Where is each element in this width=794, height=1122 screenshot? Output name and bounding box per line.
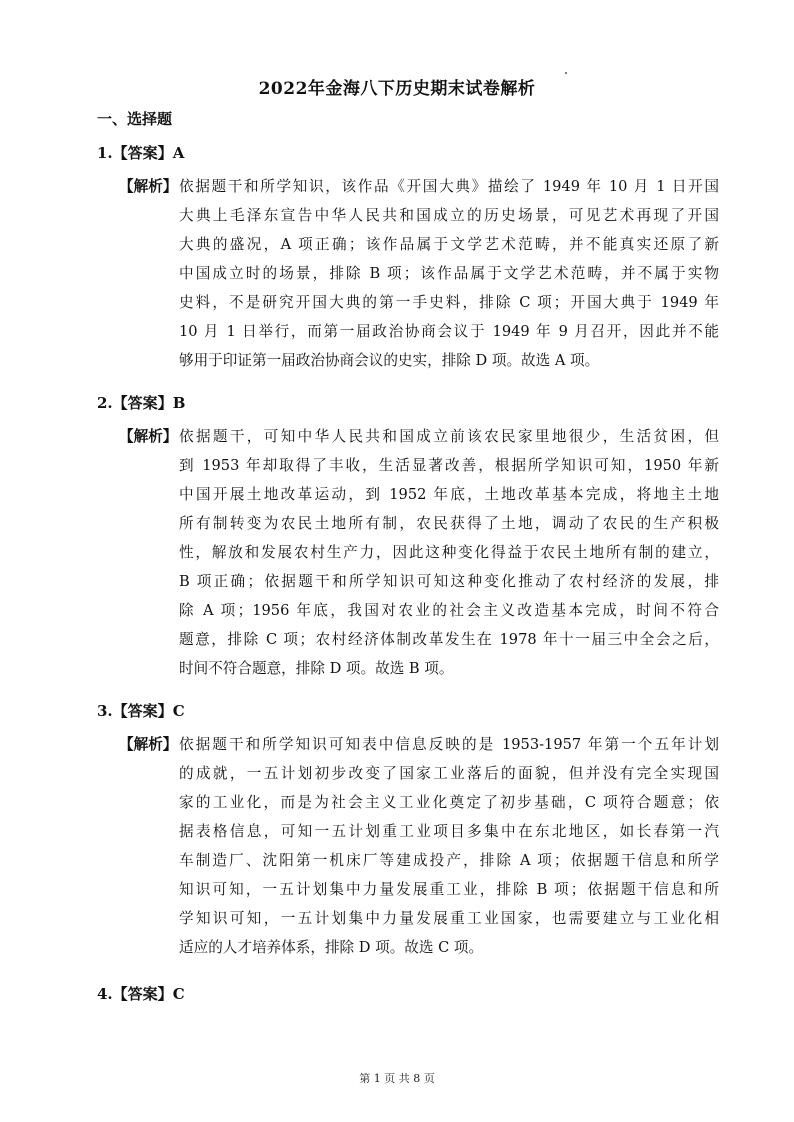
- question-number: 2.: [97, 394, 113, 412]
- answer-value: C: [172, 985, 185, 1003]
- question-2: [97, 392, 717, 683]
- analysis-line: 除 A 项；1956 年底，我国对农业的社会主义改造基本完成，时间不符合: [179, 602, 719, 619]
- analysis-label: 【解析】: [119, 178, 178, 195]
- analysis-line: 知识可知，一五计划集中力量发展重工业，排除 B 项；依据题干信息和所: [179, 881, 719, 898]
- answer-label: 【答案】: [112, 394, 173, 412]
- analysis-line: 大典的盛况，A 项正确；该作品属于文学艺术范畴，并不能真实还原了新: [179, 236, 719, 253]
- answer-label: 【答案】: [112, 985, 173, 1003]
- analysis-line: 家的工业化，而是为社会主义工业化奠定了初步基础，C 项符合题意；依: [179, 794, 719, 811]
- analysis-line: 所有制转变为农民土地所有制，农民获得了土地，调动了农民的生产积极: [179, 515, 719, 532]
- analysis-line: 性，解放和发展农村生产力，因此这种变化得益于农民土地所有制的建立，: [179, 544, 719, 561]
- analysis-line: 依据题干和所学知识可知表中信息反映的是 1953-1957 年第一个五年计划: [179, 736, 719, 753]
- analysis-line: 到 1953 年却取得了丰收，生活显著改善，根据所学知识可知，1950 年新: [179, 457, 719, 474]
- section-heading: 一、选择题: [97, 110, 173, 128]
- page-title: 2022年金海八下历史期末试卷解析: [258, 79, 536, 99]
- analysis-block: [97, 730, 717, 962]
- analysis-line: 适应的人才培养体系，排除 D 项。故选 C 项。: [179, 939, 484, 956]
- analysis-line: 依据题干和所学知识，该作品《开国大典》描绘了 1949 年 10 月 1 日开国: [179, 178, 719, 195]
- analysis-line: 据表格信息，可知一五计划重工业项目多集中在东北地区，如长春第一汽: [179, 823, 719, 840]
- question-number: 4.: [97, 985, 113, 1003]
- answer-value: C: [172, 702, 185, 720]
- answer-line: [97, 983, 717, 1005]
- answer-value: A: [172, 144, 185, 162]
- page-footer: 第 1 页 共 8 页: [359, 1072, 435, 1085]
- answer-label: 【答案】: [112, 144, 173, 162]
- analysis-line: 中国成立时的场景，排除 B 项；该作品属于文学艺术范畴，并不属于实物: [179, 265, 719, 282]
- analysis-label: 【解析】: [119, 428, 178, 445]
- analysis-line: B 项正确；依据题干和所学知识可知这种变化推动了农村经济的发展，排: [179, 573, 719, 590]
- analysis-line: 够用于印证第一届政治协商会议的史实，排除 D 项。故选 A 项。: [179, 352, 600, 369]
- question-3: [97, 700, 717, 962]
- question-1: [97, 142, 717, 375]
- analysis-line: 时间不符合题意，排除 D 项。故选 B 项。: [179, 660, 454, 677]
- analysis-block: [97, 172, 717, 375]
- analysis-line: 大典上毛泽东宣告中华人民共和国成立的历史场景，可见艺术再现了开国: [179, 207, 719, 224]
- analysis-line: 史料，不是研究开国大典的第一手史料，排除 C 项；开国大典于 1949 年: [179, 294, 719, 311]
- question-number: 1.: [97, 144, 113, 162]
- answer-line: [97, 392, 717, 414]
- analysis-label: 【解析】: [119, 736, 178, 753]
- question-4: [97, 983, 717, 1005]
- analysis-line: 依据题干，可知中华人民共和国成立前该农民家里地很少，生活贫困，但: [179, 428, 719, 445]
- answer-value: B: [172, 394, 186, 412]
- answer-line: [97, 142, 717, 164]
- answer-line: [97, 700, 717, 722]
- question-number: 3.: [97, 702, 113, 720]
- analysis-line: 的成就，一五计划初步改变了国家工业落后的面貌，但并没有完全实现国: [179, 765, 719, 782]
- analysis-line: 中国开展土地改革运动，到 1952 年底，土地改革基本完成，将地主土地: [179, 486, 719, 503]
- analysis-line: 题意，排除 C 项；农村经济体制改革发生在 1978 年十一届三中全会之后，: [179, 631, 719, 648]
- answer-label: 【答案】: [112, 702, 173, 720]
- analysis-line: 学知识可知，一五计划集中力量发展重工业国家，也需要建立与工业化相: [179, 910, 719, 927]
- analysis-line: 10 月 1 日举行，而第一届政治协商会议于 1949 年 9 月召开，因此并不能: [179, 323, 719, 340]
- analysis-block: [97, 422, 717, 683]
- analysis-line: 车制造厂、沈阳第一机床厂等建成投产，排除 A 项；依据题干信息和所学: [179, 852, 719, 869]
